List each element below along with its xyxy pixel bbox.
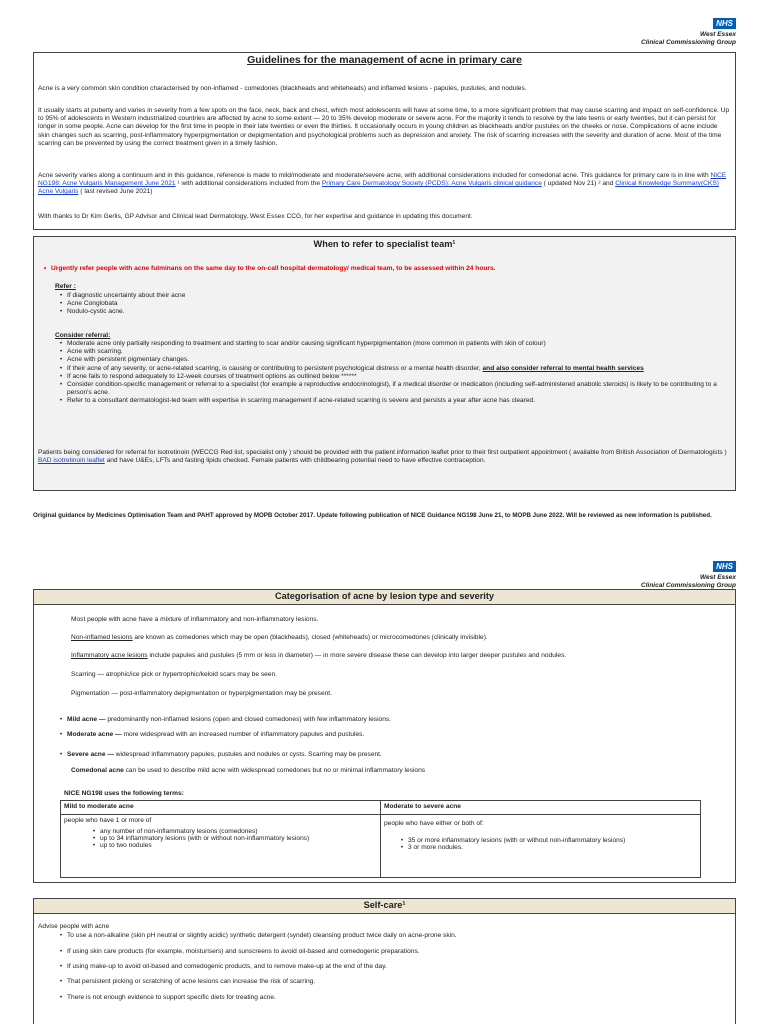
selfcare-item-4: • That persistent picking or scratching of acne lesions can increase the risk of scarring. (55, 978, 725, 986)
categorisation-box (33, 589, 736, 883)
list-item: • 3 or more nodules. (396, 844, 697, 851)
bad-leaflet-link[interactable]: BAD isotretinoin leaflet (38, 457, 105, 465)
selfcare-intro: Advise people with acne (38, 923, 110, 930)
list-item: • Consider condition-specific management or referral to a specialist (for example a reproductive endocrinologist), if a medical disorder or medication (including self-administered anabolic steroids) is likely to be contributing to a person's acne. (55, 381, 727, 397)
list-item: • Refer to a consultant dermatologist-led team with expertise in scarring management if acne-related scarring is severe and persists a year after acne has cleared. (55, 397, 727, 405)
isotretinoin-paragraph: Patients being considered for referral for isotretinoin (WECCG Red list, specialist only ) should be provided with the patient information leaflet prior to their first outpatient appointment ( available from British Association of Dermatologists ) BAD isotretinoin leaflet and have U&Es, LFTs and fasting lipids checked. Female patients with childbearing potential need to have effective contraception. (38, 449, 727, 465)
comedonal-acne-text: Comedonal acne can be used to describe mild acne with widespread comedones but no or minimal inflammatory lesions (71, 767, 426, 774)
selfcare-item-3: • If using make-up to avoid oil-based and comedogenic products, and to remove make-up at the end of the day. (55, 963, 725, 971)
selfcare-item-5: • There is not enough evidence to support specific diets for treating acne. (55, 994, 725, 1002)
severity-table (60, 800, 701, 878)
moderate-acne-item: • Moderate acne — more widespread with an increased number of inflammatory papules and pustules. (55, 731, 715, 739)
org-line-1: West Essex (699, 31, 736, 38)
referral-heading: When to refer to specialist team¹ (313, 239, 456, 249)
refer-label: Refer : (55, 283, 76, 290)
selfcare-item-2: • If using skin care products (for example, moisturisers) and sunscreens to avoid oil-based and comedogenic preparations. (55, 948, 725, 956)
consider-label: Consider referral: (55, 332, 111, 339)
cat-paragraph-4: Scarring — atrophic/ice pick or hypertrophic/keloid scars may be seen. (71, 671, 277, 678)
nhs-header-top (641, 13, 736, 47)
cat-paragraph-3: Inflammatory acne lesions include papules and pustules (5 mm or less in diameter) — in more severe disease these can develop into larger deeper pustules and nodules. (71, 652, 567, 659)
list-item: • Nodulo-cystic acne. (55, 308, 715, 316)
org-line-2: Clinical Commissioning Group (641, 582, 736, 589)
categorisation-heading: Categorisation of acne by lesion type and severity (274, 591, 495, 601)
nice-terms-label: NICE NG198 uses the following terms: (64, 790, 184, 797)
list-item: • up to two nodules (88, 842, 377, 849)
list-item: • If acne fails to respond adequately to 12-week courses of treatment options as outlined below ****** (55, 373, 727, 381)
selfcare-heading: Self-care¹ (363, 900, 406, 910)
list-item: • up to 34 inflammatory lesions (with or without non-inflammatory lesions) (88, 835, 377, 842)
cat-paragraph-1: Most people with acne have a mixture of inflammatory and non-inflammatory lesions. (71, 616, 319, 623)
cat-paragraph-2: Non-inflamed lesions are known as comedones which may be open (blackheads), closed (whiteheads) or microcomedones (clinically invisible). (71, 634, 488, 641)
intro-paragraph-4: With thanks to Dr Kim Gerlis, GP Advisor and Clinical lead Dermatology, West Essex CCG, for her expertise and guidance in updating this document. (38, 213, 473, 220)
list-item: • If their acne of any severity, or acne-related scarring, is causing or contributing to persistent psychological distress or a mental health disorder, and also consider referral to mental health services (55, 365, 727, 373)
list-item: • Acne with persistent pigmentary changes. (55, 356, 727, 364)
table-cell-moderate: people who have either or both of: • 35 or more inflammatory lesions (with or without non-inflammatory lesions) • 3 or more nodules. (381, 815, 701, 878)
selfcare-item-1: • To use a non-alkaline (skin pH neutral or slightly acidic) synthetic detergent (syndet) cleansing product twice daily on acne-prone skin. (55, 932, 725, 940)
footer-note: Original guidance by Medicines Optimisation Team and PAHT approved by MOPB October 2017. Update following publication of NICE Guidance NG198 June 21, to MOPB June 2022. Will be reviewed as new information is published. (33, 512, 712, 519)
pcds-link[interactable]: Primary Care Dermatology Society (PCDS): Acne Vulgaris clinical guidance (321, 180, 542, 188)
list-item: • Moderate acne only partially responding to treatment and starting to scar and/or causing significant hyperpigmentation (more common in patients with skin of colour) (55, 340, 727, 348)
table-header-moderate: Moderate to severe acne (381, 801, 701, 815)
list-item: • If diagnostic uncertainty about their acne (55, 292, 715, 300)
list-item: • any number of non-inflammatory lesions (comedones) (88, 828, 377, 835)
cks-link[interactable]: Clinical Knowledge Summary(CKS) Acne Vulgaris (38, 180, 719, 196)
cat-paragraph-5: Pigmentation — post-inflammatory depigmentation or hyperpigmentation may be present. (71, 690, 332, 697)
consider-list (55, 340, 727, 406)
nhs-logo: NHS (713, 561, 736, 572)
intro-box (33, 52, 736, 230)
table-cell-mild: people who have 1 or more of • any number of non-inflammatory lesions (comedones) • up to 34 inflammatory lesions (with or without non-inflammatory lesions) • up to two nodules (61, 815, 381, 878)
urgent-referral-text: • Urgently refer people with acne fulminans on the same day to the on-call hospital dermatology/ medical team, to be assessed within 24 hours. (51, 265, 721, 273)
list-item: • Acne Conglobata (55, 300, 715, 308)
list-item: • 35 or more inflammatory lesions (with or without non-inflammatory lesions) (396, 837, 697, 844)
org-line-1: West Essex (699, 574, 736, 581)
severe-acne-item: • Severe acne — widespread inflammatory papules, pustules and nodules or cysts. Scarring may be present. (55, 751, 715, 759)
nhs-header-page2 (641, 556, 736, 590)
referral-box (33, 236, 736, 491)
page-title: Guidelines for the management of acne in primary care (247, 54, 522, 66)
list-item: • Acne with scarring. (55, 348, 727, 356)
selfcare-box (33, 898, 736, 1024)
nice-ng198-link[interactable]: NICE NG198: Acne Vulgaris Management June 2021 (38, 172, 727, 188)
nhs-logo: NHS (713, 18, 736, 29)
mild-acne-item: • Mild acne — predominantly non-inflamed lesions (open and closed comedones) with few inflammatory lesions. (55, 716, 715, 724)
intro-paragraph-3: Acne severity varies along a continuum and in this guidance, reference is made to mild/moderate and moderate/severe acne, with additional considerations included for comedonal acne. This guidance for primary care is in line with NICE NG198: Acne Vulgaris Management June 2021 ¹ with additional considerations included from the Primary Care Dermatology Society (PCDS): Acne Vulgaris clinical guidance ( updated Nov 21) ² and Clinical Knowledge Summary(CKS) Acne Vulgaris ( last revised June 2021) (38, 172, 727, 196)
org-line-2: Clinical Commissioning Group (641, 39, 736, 46)
table-header-mild: Mild to moderate acne (61, 801, 381, 815)
intro-paragraph-2: It usually starts at puberty and varies in severity from a few spots on the face, neck, back and chest, which most adolescents will have at some time, to a more significant problem that may cause scarring and impact on self-confidence. Up to 95% of adolescents in Western industrialized countries are affected by acne to some extent — 20 to 35% develop moderate or severe acne. For the majority it tends to resolve by the late teens or early twenties, but it can persist for longer in some people. Acne can develop for the first time in people in their late twenties or even the thirties. It occasionally occurs in young children as blackheads and/or pustules on the cheeks or nose. Complications of acne include skin changes such as scarring, post-inflammatory hyperpigmentation or depigmentation and psychological problems such as depression and anxiety. The risk of scarring increases with the severity and duration of acne. Most of the time scarring can be prevented by using the correct treatment given in a timely fashion. (38, 107, 730, 147)
intro-paragraph-1: Acne is a very common skin condition characterised by non-inflamed - comedones (blackheads and whiteheads) and inflamed lesions - papules, pustules, and nodules. (38, 85, 527, 92)
refer-list (55, 292, 715, 317)
